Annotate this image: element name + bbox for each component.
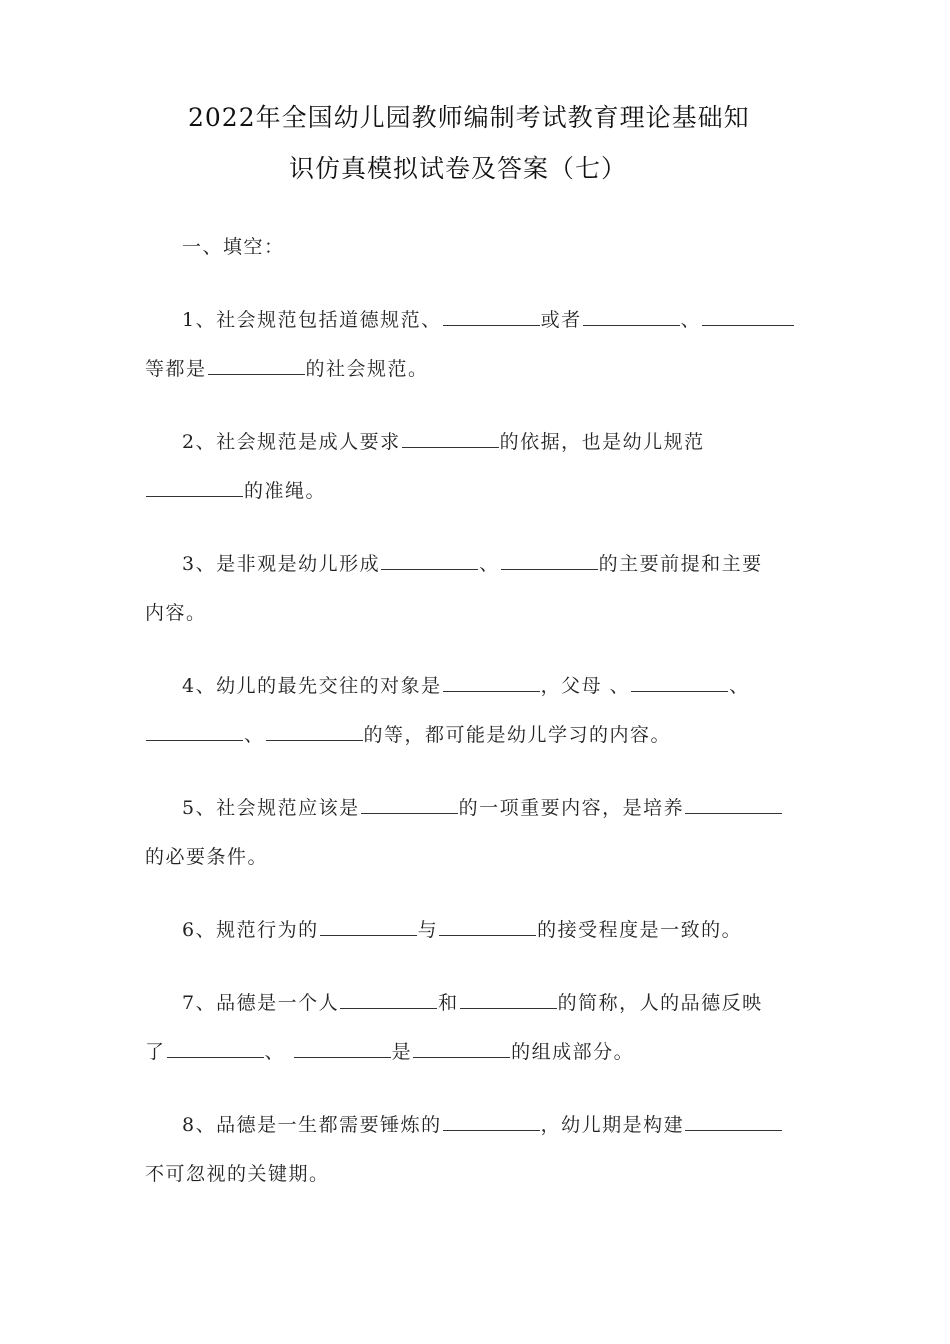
answer-blank[interactable] <box>631 673 728 692</box>
document-title-line-2: 识仿真模拟试卷及答案（七） <box>289 154 628 183</box>
q3-text-c: 的主要前提和主要 <box>598 553 763 575</box>
question-4-line-1 <box>182 671 750 698</box>
q8-text-a: 8、品德是一生都需要锤炼的 <box>182 1114 442 1136</box>
answer-blank[interactable] <box>413 1039 510 1058</box>
question-2-line-2 <box>145 476 326 503</box>
q1-text-d: 等都是 <box>145 358 207 380</box>
answer-blank[interactable] <box>685 795 782 814</box>
q4-text-b: ，父母 、 <box>540 675 631 697</box>
answer-blank[interactable] <box>381 551 478 570</box>
q1-text-a: 1、社会规范包括道德规范、 <box>182 309 442 331</box>
q3-text-a: 3、是非观是幼儿形成 <box>182 553 381 575</box>
q7-text-d: 了 <box>145 1041 166 1063</box>
answer-blank[interactable] <box>320 917 417 936</box>
answer-blank[interactable] <box>340 990 437 1009</box>
q7-text-g: 的组成部分。 <box>511 1041 635 1063</box>
q3-text-d: 内容。 <box>145 602 207 624</box>
question-7-line-1 <box>182 988 763 1015</box>
answer-blank[interactable] <box>146 722 243 741</box>
q1-text-e: 的社会规范。 <box>305 358 429 380</box>
document-title-line-1: 2022年全国幼儿园教师编制考试教育理论基础知 <box>188 103 750 132</box>
question-5-line-1 <box>182 793 783 820</box>
answer-blank[interactable] <box>146 478 243 497</box>
question-1-line-2 <box>145 354 429 381</box>
section-heading: 一、填空： <box>182 236 285 258</box>
question-4-line-2 <box>145 720 671 747</box>
q4-text-d: 、 <box>244 724 265 746</box>
question-5-line-2 <box>145 842 268 869</box>
answer-blank[interactable] <box>460 990 557 1009</box>
question-7-line-2 <box>145 1037 634 1064</box>
q1-text-c: 、 <box>680 309 702 331</box>
question-3-line-1 <box>182 549 763 576</box>
q1-text-b: 或者 <box>540 309 582 331</box>
q5-text-b: 的一项重要内容，是培养 <box>458 797 685 819</box>
answer-blank[interactable] <box>208 356 305 375</box>
q7-text-c: 的简称，人的品德反映 <box>557 992 763 1014</box>
answer-blank[interactable] <box>702 307 794 326</box>
q7-text-a: 7、品德是一个人 <box>182 992 340 1014</box>
answer-blank[interactable] <box>583 307 680 326</box>
answer-blank[interactable] <box>685 1112 782 1131</box>
answer-blank[interactable] <box>266 722 363 741</box>
q7-text-f: 是 <box>391 1041 413 1063</box>
question-3-line-2 <box>145 598 207 625</box>
question-8-line-2 <box>145 1159 330 1186</box>
question-6-line-1 <box>182 915 742 942</box>
q2-text-b: 的依据，也是幼儿规范 <box>499 431 705 453</box>
q6-text-b: 与 <box>417 919 439 941</box>
answer-blank[interactable] <box>443 673 540 692</box>
q8-text-b: ，幼儿期是构建 <box>540 1114 685 1136</box>
question-8-line-1 <box>182 1110 783 1137</box>
q8-text-c: 不可忽视的关键期。 <box>145 1163 330 1185</box>
answer-blank[interactable] <box>439 917 536 936</box>
q5-text-c: 的必要条件。 <box>145 846 269 868</box>
q4-text-e: 的等，都可能是幼儿学习的内容。 <box>363 724 672 746</box>
q7-text-b: 和 <box>438 992 459 1014</box>
answer-blank[interactable] <box>361 795 458 814</box>
q2-text-a: 2、社会规范是成人要求 <box>182 431 401 453</box>
q7-text-e: 、 <box>264 1041 286 1063</box>
q4-text-c: 、 <box>729 675 750 697</box>
q3-text-b: 、 <box>479 553 500 575</box>
answer-blank[interactable] <box>402 429 499 448</box>
answer-blank[interactable] <box>167 1039 264 1058</box>
q5-text-a: 5、社会规范应该是 <box>182 797 360 819</box>
q6-text-c: 的接受程度是一致的。 <box>537 919 743 941</box>
q2-text-c: 的准绳。 <box>244 480 327 502</box>
q4-text-a: 4、幼儿的最先交往的对象是 <box>182 675 442 697</box>
answer-blank[interactable] <box>443 307 540 326</box>
question-2-line-1 <box>182 427 705 454</box>
question-1-line-1 <box>182 305 795 332</box>
answer-blank[interactable] <box>443 1112 540 1131</box>
q6-text-a: 6、规范行为的 <box>182 919 319 941</box>
answer-blank[interactable] <box>501 551 598 570</box>
answer-blank[interactable] <box>294 1039 391 1058</box>
